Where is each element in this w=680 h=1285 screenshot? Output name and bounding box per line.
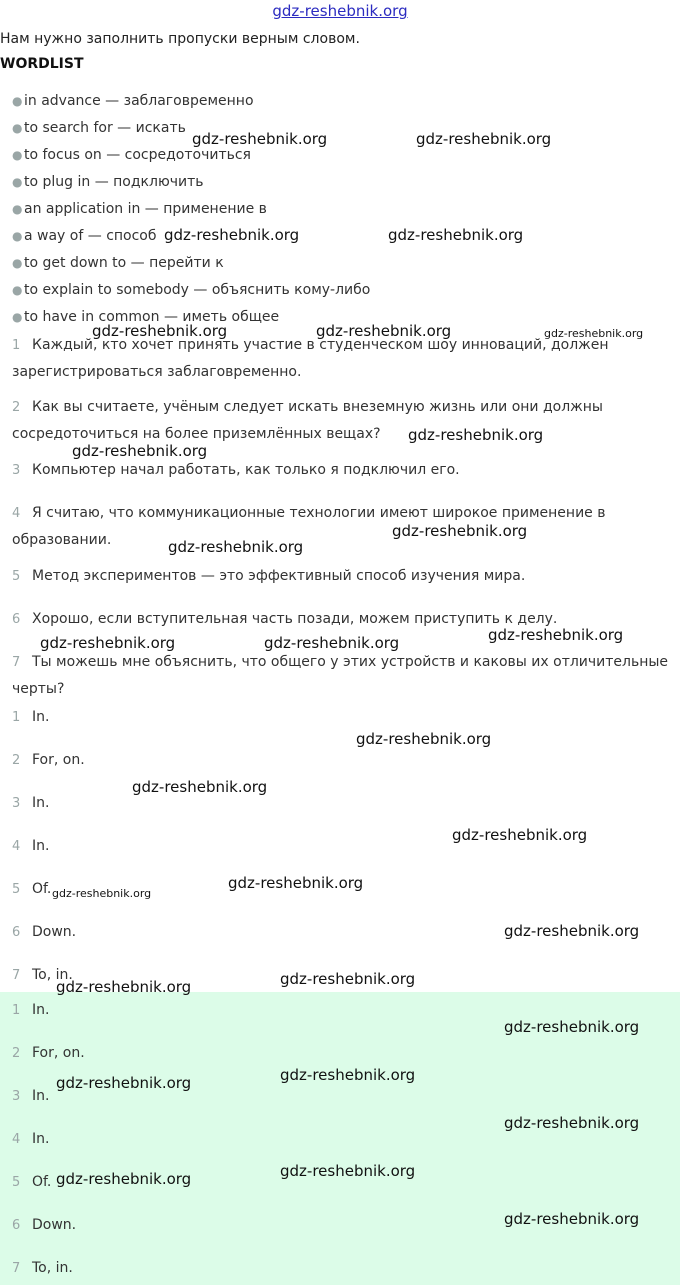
watermark: gdz-reshebnik.org (408, 426, 544, 444)
task-number: 7 (12, 655, 21, 670)
watermark: gdz-reshebnik.org (52, 887, 152, 900)
watermark: gdz-reshebnik.org (56, 1074, 192, 1092)
bullet-icon: ● (12, 94, 23, 108)
answer-text: In. (32, 1131, 50, 1147)
watermark: gdz-reshebnik.org (164, 226, 300, 244)
task-number: 1 (12, 338, 21, 353)
answer-text: To, in. (32, 967, 73, 983)
answer-text: Down. (32, 924, 77, 940)
watermark: gdz-reshebnik.org (280, 1162, 416, 1180)
task-line: черты? (12, 681, 65, 697)
watermark: gdz-reshebnik.org (388, 226, 524, 244)
answer-number: 1 (12, 710, 21, 725)
answer-number: 6 (12, 1218, 21, 1233)
task-item (12, 394, 672, 448)
bullet-icon: ● (12, 310, 23, 324)
watermark: gdz-reshebnik.org (356, 730, 492, 748)
intro-text: Нам нужно заполнить пропуски верным словом. (0, 31, 360, 47)
watermark: gdz-reshebnik.org (504, 922, 640, 940)
list-item: ● to plug in — подключить (12, 174, 204, 190)
answer-text: For, on. (32, 752, 85, 768)
answer-text: Down. (32, 1217, 77, 1233)
watermark: gdz-reshebnik.org (504, 1018, 640, 1036)
watermark: gdz-reshebnik.org (264, 634, 400, 652)
answer-item (12, 1172, 51, 1193)
watermark: gdz-reshebnik.org (40, 634, 176, 652)
answer-number: 7 (12, 1261, 21, 1276)
answer-number: 4 (12, 1132, 21, 1147)
list-item: ● to focus on — сосредоточиться (12, 147, 251, 163)
answer-item (12, 1086, 49, 1107)
watermark: gdz-reshebnik.org (488, 626, 624, 644)
answer-number: 2 (12, 1046, 21, 1061)
watermark: gdz-reshebnik.org (56, 978, 192, 996)
answer-number: 3 (12, 796, 21, 811)
bullet-icon: ● (12, 202, 23, 216)
list-item: ● in advance — заблаговременно (12, 93, 254, 109)
answer-text: In. (32, 1088, 50, 1104)
bullet-icon: ● (12, 121, 23, 135)
task-number: 5 (12, 569, 21, 584)
watermark: gdz-reshebnik.org (392, 522, 528, 540)
answer-item (12, 1000, 49, 1021)
task-number: 2 (12, 400, 21, 415)
watermark: gdz-reshebnik.org (56, 1170, 192, 1188)
watermark: gdz-reshebnik.org (504, 1114, 640, 1132)
bullet-icon: ● (12, 256, 23, 270)
task-line: Как вы считаете, учёным следует искать внеземную жизнь или они должны (32, 399, 603, 415)
answer-item (12, 750, 85, 771)
answer-number: 3 (12, 1089, 21, 1104)
task-item (12, 563, 672, 590)
task-number: 6 (12, 612, 21, 627)
bullet-icon: ● (12, 283, 23, 297)
list-item: ● to get down to — перейти к (12, 255, 224, 271)
list-item: ● to explain to somebody — объяснить кому-либо (12, 282, 371, 298)
answer-number: 5 (12, 1175, 21, 1190)
answer-text: In. (32, 795, 50, 811)
watermark: gdz-reshebnik.org (316, 322, 452, 340)
answer-text: For, on. (32, 1045, 85, 1061)
wordlist (12, 92, 370, 335)
answer-item (12, 1129, 49, 1150)
bullet-icon: ● (12, 148, 23, 162)
list-item: ● to search for — искать (12, 120, 186, 136)
answer-number: 4 (12, 839, 21, 854)
watermark: gdz-reshebnik.org (228, 874, 364, 892)
task-item (12, 457, 672, 484)
task-line: Компьютер начал работать, как только я подключил его. (32, 462, 460, 478)
task-line: Ты можешь мне объяснить, что общего у этих устройств и каковы их отличительные (32, 654, 669, 670)
watermark: gdz-reshebnik.org (416, 130, 552, 148)
answer-item (12, 1215, 76, 1236)
answer-item (12, 922, 76, 943)
watermark: gdz-reshebnik.org (132, 778, 268, 796)
answer-text: Of. (32, 1174, 52, 1190)
watermark: gdz-reshebnik.org (92, 322, 228, 340)
answer-number: 6 (12, 925, 21, 940)
watermark: gdz-reshebnik.org (544, 327, 644, 340)
watermark: gdz-reshebnik.org (452, 826, 588, 844)
watermark: gdz-reshebnik.org (192, 130, 328, 148)
task-line: Я считаю, что коммуникационные технологии имеют широкое применение в (32, 505, 606, 521)
site-header-link[interactable]: gdz-reshebnik.org (272, 2, 408, 20)
answer-number: 5 (12, 882, 21, 897)
answer-text: In. (32, 838, 50, 854)
task-number: 4 (12, 506, 21, 521)
answer-number: 2 (12, 753, 21, 768)
watermark: gdz-reshebnik.org (280, 1066, 416, 1084)
watermark: gdz-reshebnik.org (504, 1210, 640, 1228)
task-line: Каждый, кто хочет принять участие в студенческом шоу инноваций, должен (32, 337, 609, 353)
bullet-icon: ● (12, 229, 23, 243)
list-item: ● to have in common — иметь общее (12, 309, 280, 325)
task-item (12, 649, 672, 703)
task-line: зарегистрироваться заблаговременно. (12, 364, 302, 380)
task-line: образовании. (12, 532, 112, 548)
answer-text: Of. (32, 881, 52, 897)
answer-text: To, in. (32, 1260, 73, 1276)
answer-item (12, 836, 49, 857)
list-item: ● an application in — применение в (12, 201, 267, 217)
bullet-icon: ● (12, 175, 23, 189)
answer-text: In. (32, 709, 50, 725)
task-item (12, 500, 672, 554)
answer-number: 1 (12, 1003, 21, 1018)
answer-item (12, 1043, 85, 1064)
answer-text: In. (32, 1002, 50, 1018)
task-line: Метод экспериментов — это эффективный способ изучения мира. (32, 568, 526, 584)
task-item (12, 332, 672, 386)
answer-item (12, 1258, 73, 1279)
task-line: Хорошо, если вступительная часть позади, можем приступить к делу. (32, 611, 558, 627)
answer-number: 7 (12, 968, 21, 983)
list-item: ● a way of — способ (12, 228, 157, 244)
answer-item (12, 707, 49, 728)
answer-item (12, 793, 49, 814)
task-number: 3 (12, 463, 21, 478)
task-line: сосредоточиться на более приземлённых вещах? (12, 426, 381, 442)
watermark: gdz-reshebnik.org (168, 538, 304, 556)
watermark: gdz-reshebnik.org (280, 970, 416, 988)
wordlist-title: WORDLIST (0, 56, 84, 72)
answer-item (12, 879, 51, 900)
watermark: gdz-reshebnik.org (72, 442, 208, 460)
